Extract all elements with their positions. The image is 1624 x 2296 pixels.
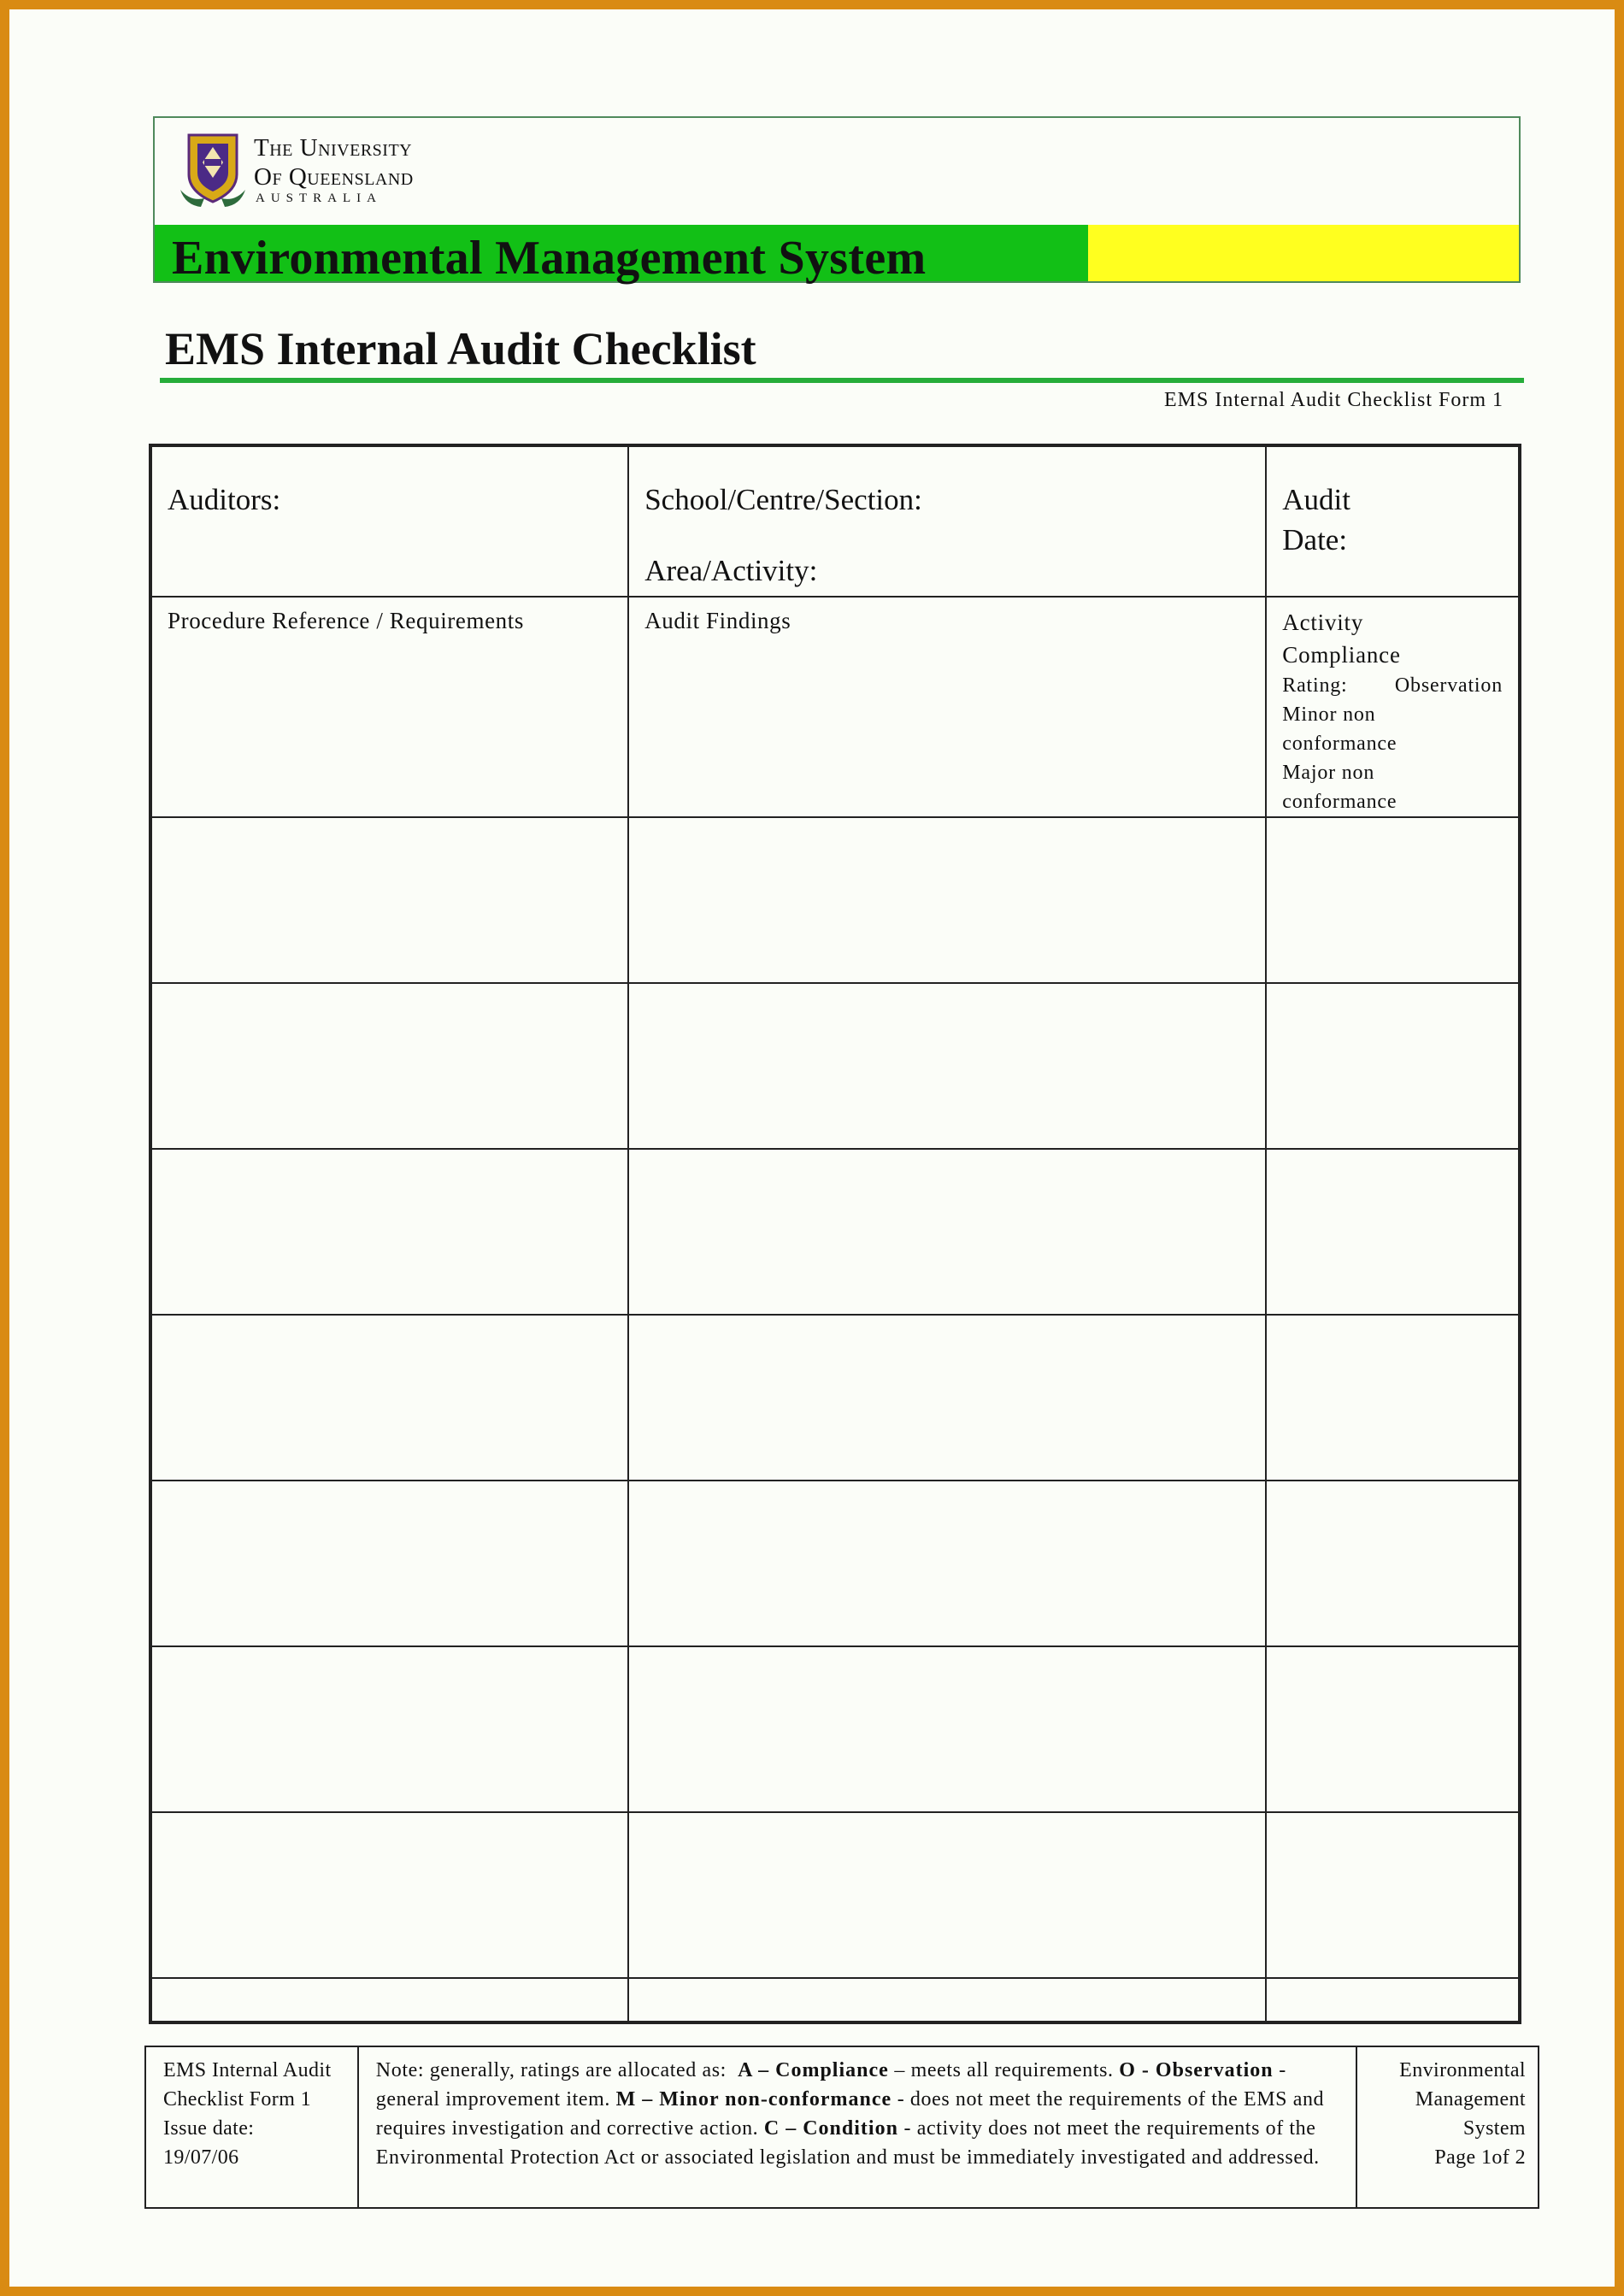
audit-checklist-table <box>149 444 1521 2024</box>
text-observation: - general improvement item. <box>375 2059 1286 2111</box>
procedure-cell[interactable] <box>150 1149 628 1315</box>
rating-cell[interactable] <box>1266 817 1520 983</box>
findings-cell[interactable] <box>628 1481 1266 1646</box>
school-area-cell[interactable] <box>628 445 1266 597</box>
table-row <box>150 1812 1520 1978</box>
findings-cell[interactable] <box>628 1315 1266 1481</box>
rating-cell[interactable] <box>1266 1481 1520 1646</box>
title-divider <box>160 378 1524 383</box>
key-minor: M – Minor non-conformance <box>615 2088 892 2111</box>
procedure-cell[interactable] <box>150 983 628 1149</box>
text-minor: - does not meet the requirements of the EMS and requires investigation and corrective action. <box>375 2088 1325 2140</box>
observation-label: Observation <box>1394 674 1503 697</box>
rating-label: Rating: <box>1282 674 1348 697</box>
minor-label-2: conformance <box>1282 733 1397 755</box>
page-title: EMS Internal Audit Checklist <box>165 323 756 374</box>
column-header-row <box>150 597 1520 817</box>
rating-cell[interactable] <box>1266 1315 1520 1481</box>
key-compliance: A – Compliance <box>738 2059 889 2081</box>
university-name-line2: Of Queensland <box>254 163 414 191</box>
procedure-cell[interactable] <box>150 1315 628 1481</box>
procedure-header: Procedure Reference / Requirements <box>168 608 524 633</box>
footer-system-info <box>1356 2046 1539 2208</box>
school-label: School/Centre/Section: <box>644 483 922 516</box>
page-number: Page 1of 2 <box>1434 2146 1526 2169</box>
table-row <box>150 1978 1520 2022</box>
university-name <box>254 133 414 191</box>
yellow-title-bar <box>1088 225 1519 281</box>
footer-table <box>144 2046 1539 2209</box>
table-row <box>150 983 1520 1149</box>
minor-label-1: Minor non <box>1282 704 1376 726</box>
findings-header: Audit Findings <box>644 608 791 633</box>
rating-cell[interactable] <box>1266 1978 1520 2022</box>
table-row <box>150 1646 1520 1812</box>
header-banner <box>153 116 1521 283</box>
key-condition: C – Condition <box>763 2117 898 2140</box>
findings-cell[interactable] <box>628 1149 1266 1315</box>
date-label: Date: <box>1282 523 1348 556</box>
procedure-cell[interactable] <box>150 1481 628 1646</box>
document-page <box>9 9 1615 2287</box>
procedure-cell[interactable] <box>150 1812 628 1978</box>
rating-cell[interactable] <box>1266 1149 1520 1315</box>
rating-cell[interactable] <box>1266 983 1520 1149</box>
audit-date-cell[interactable] <box>1266 445 1520 597</box>
auditors-cell[interactable] <box>150 445 628 597</box>
system-title: Environmental Management System <box>172 232 927 285</box>
note-intro: Note: generally, ratings are allocated as: <box>375 2059 727 2081</box>
footer-form-info <box>145 2046 358 2208</box>
footer-rating-note <box>358 2046 1356 2208</box>
findings-cell[interactable] <box>628 817 1266 983</box>
footer-right-line1: Environmental <box>1399 2059 1526 2081</box>
rating-header-cell <box>1266 597 1520 817</box>
university-name-line1: The University <box>254 134 413 162</box>
table-row <box>150 1315 1520 1481</box>
procedure-cell[interactable] <box>150 1978 628 2022</box>
area-label: Area/Activity: <box>644 554 818 587</box>
text-compliance: – meets all requirements. <box>888 2059 1120 2081</box>
key-observation: O - Observation <box>1119 2059 1274 2081</box>
findings-header-cell <box>628 597 1266 817</box>
footer-left-line3: Issue date: <box>163 2117 255 2140</box>
findings-cell[interactable] <box>628 983 1266 1149</box>
university-crest-icon <box>179 130 247 209</box>
table-row <box>150 1481 1520 1646</box>
findings-cell[interactable] <box>628 1812 1266 1978</box>
table-row <box>150 817 1520 983</box>
audit-label: Audit <box>1282 483 1350 516</box>
footer-left-line1: EMS Internal Audit <box>163 2059 332 2081</box>
footer-right-line2: Management <box>1415 2088 1526 2111</box>
procedure-cell[interactable] <box>150 817 628 983</box>
procedure-cell[interactable] <box>150 1646 628 1812</box>
major-label-1: Major non <box>1282 762 1375 784</box>
text-condition: - activity does not meet the requirements of the Environmental Protection Act or associated legislation and must be immediately investigated and addressed. <box>375 2117 1320 2169</box>
findings-cell[interactable] <box>628 1646 1266 1812</box>
major-label-2: conformance <box>1282 791 1397 813</box>
footer-left-line2: Checklist Form 1 <box>163 2088 312 2111</box>
university-logo <box>155 118 1519 225</box>
university-country: AUSTRALIA <box>256 191 382 205</box>
form-reference: EMS Internal Audit Checklist Form 1 <box>1164 389 1503 411</box>
footer-left-line4: 19/07/06 <box>163 2146 239 2169</box>
procedure-header-cell <box>150 597 628 817</box>
auditors-label: Auditors: <box>168 483 281 516</box>
rating-cell[interactable] <box>1266 1812 1520 1978</box>
findings-cell[interactable] <box>628 1978 1266 2022</box>
footer-right-line3: System <box>1462 2117 1526 2140</box>
table-row <box>150 1149 1520 1315</box>
compliance-label: Compliance <box>1282 642 1401 668</box>
rating-cell[interactable] <box>1266 1646 1520 1812</box>
activity-label: Activity <box>1282 609 1364 635</box>
table-header-row <box>150 445 1520 597</box>
